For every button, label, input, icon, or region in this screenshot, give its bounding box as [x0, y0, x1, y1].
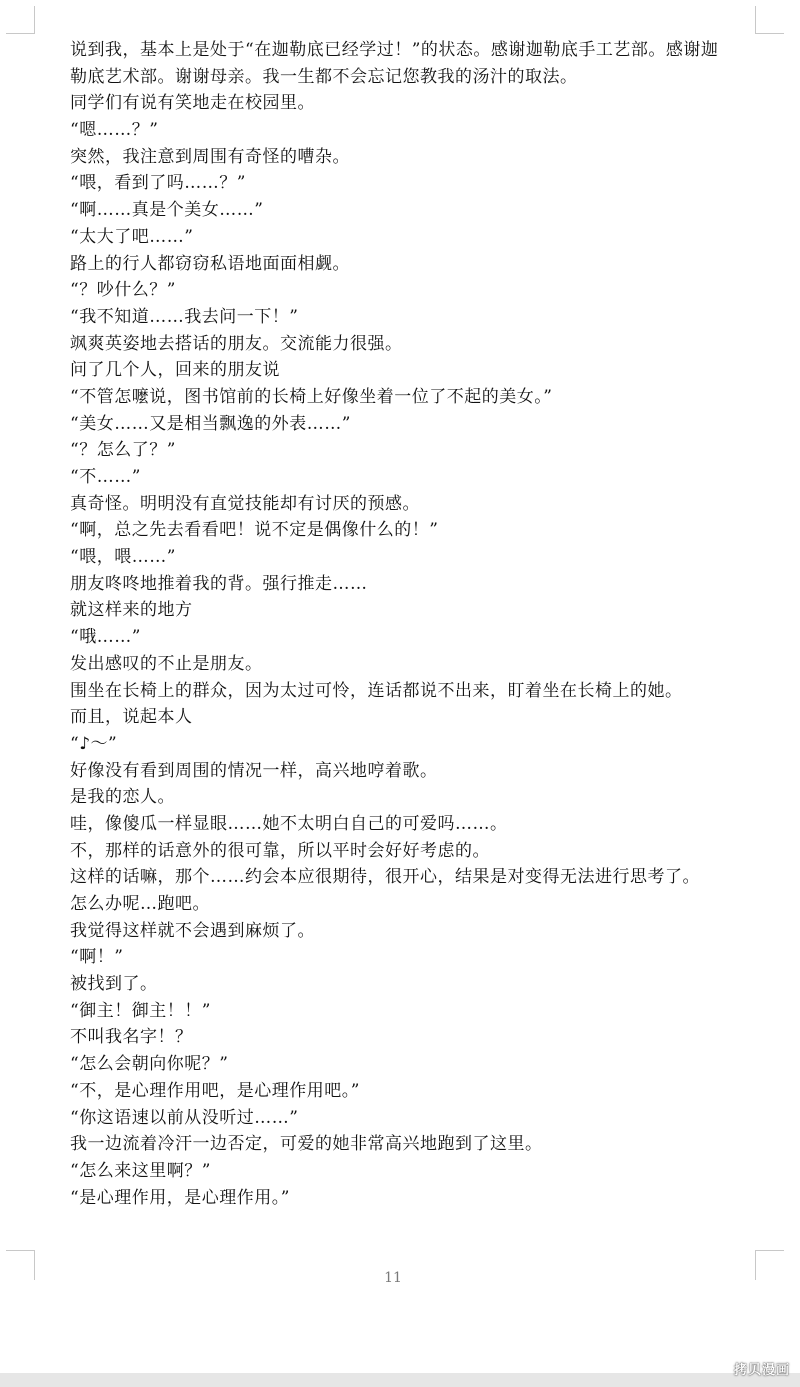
- text-line: “御主！御主！！”: [70, 1000, 211, 1021]
- text-line: “喂，看到了吗……？”: [70, 173, 246, 194]
- page-number: 11: [384, 1270, 402, 1286]
- text-line: 朋友咚咚地推着我的背。强行推走……: [70, 573, 368, 594]
- text-line: “你这语速以前从没听过……”: [70, 1107, 299, 1128]
- text-line: 就这样来的地方: [70, 600, 193, 621]
- text-line: 怎么办呢…跑吧。: [70, 894, 210, 914]
- text-line: “？吵什么？”: [70, 280, 176, 301]
- text-line: 我一边流着冷汗一边否定，可爱的她非常高兴地跑到了这里。: [70, 1134, 543, 1155]
- corner-mark-top-right: [755, 6, 784, 34]
- watermark-logo: 拷贝漫画: [733, 1363, 790, 1378]
- text-line: “太大了吧……”: [70, 226, 194, 247]
- text-line: 真奇怪。明明没有直觉技能却有讨厌的预感。: [70, 493, 420, 514]
- text-line: 突然，我注意到周围有奇怪的嘈杂。: [70, 146, 350, 167]
- text-line: “啊……真是个美女……”: [70, 200, 264, 221]
- text-line: 这样的话嘛，那个……约会本应很期待，很开心，结果是对变得无法进行思考了。: [70, 867, 700, 888]
- text-line: 飒爽英姿地去搭话的朋友。交流能力很强。: [70, 333, 403, 354]
- corner-mark-top-left: [6, 6, 35, 34]
- text-line: “？怎么了？”: [70, 440, 176, 461]
- text-line: “是心理作用，是心理作用。”: [70, 1187, 290, 1208]
- text-line: 发出感叹的不止是朋友。: [70, 653, 263, 674]
- text-line: “哦……”: [70, 627, 141, 648]
- text-line: “不管怎嚒说，图书馆前的长椅上好像坐着一位了不起的美女。”: [70, 386, 553, 407]
- text-line: 被找到了。: [70, 974, 158, 995]
- text-line: 不叫我名字！？: [70, 1027, 193, 1048]
- text-line: “不……”: [70, 467, 141, 487]
- text-line: “喂，喂……”: [70, 547, 176, 568]
- text-line: “我不知道……我去问一下！”: [70, 306, 299, 327]
- text-line: 路上的行人都窃窃私语地面面相觑。: [70, 253, 350, 274]
- text-line: “不，是心理作用吧，是心理作用吧。”: [70, 1080, 360, 1101]
- text-line: “美女……又是相当飘逸的外表……”: [70, 413, 351, 434]
- text-line: 围坐在长椅上的群众，因为太过可怜，连话都说不出来，盯着坐在长椅上的她。: [70, 680, 683, 701]
- text-line: “嗯……？”: [70, 120, 159, 141]
- text-line: 同学们有说有笑地走在校园里。: [70, 93, 315, 114]
- text-line: 哇，像傻瓜一样显眼……她不太明白自己的可爱吗……。: [70, 813, 508, 834]
- text-line: 是我的恋人。: [70, 787, 175, 808]
- text-line: “怎么来这里啊？”: [70, 1160, 211, 1181]
- text-line: 问了几个人，回来的朋友说: [70, 360, 280, 381]
- text-line: 我觉得这样就不会遇到麻烦了。: [70, 920, 315, 941]
- text-line: 而且，说起本人: [70, 707, 193, 728]
- document-body: [70, 37, 760, 1211]
- bottom-bar: [0, 1373, 800, 1387]
- text-line: 勒底艺术部。谢谢母亲。我一生都不会忘记您教我的汤汁的取法。: [70, 66, 578, 87]
- text-line: 说到我，基本上是处于“在迦勒底已经学过！”的状态。感谢迦勒底手工艺部。感谢迦: [70, 40, 719, 60]
- text-line: “怎么会朝向你呢？”: [70, 1054, 229, 1075]
- text-line: “啊，总之先去看看吧！说不定是偶像什么的！”: [70, 520, 439, 541]
- text-line: 不，那样的话意外的很可靠，所以平时会好好考虑的。: [70, 840, 490, 861]
- text-line: “♪～”: [70, 733, 118, 754]
- text-line: 好像没有看到周围的情况一样，高兴地哼着歌。: [70, 760, 438, 781]
- text-line: “啊！”: [70, 947, 124, 968]
